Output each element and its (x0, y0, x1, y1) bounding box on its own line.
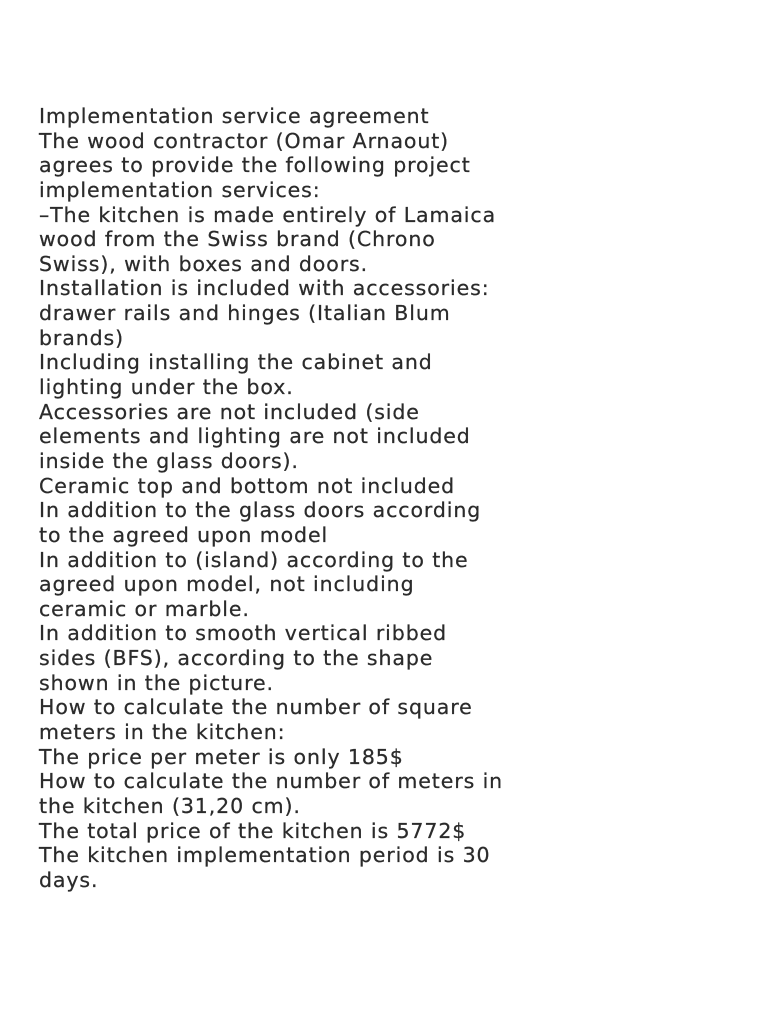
text-line: Accessories are not included (side (39, 399, 420, 424)
text-line: –The kitchen is made entirely of Lamaica (39, 202, 497, 227)
text-line: How to calculate the number of square (39, 695, 473, 720)
text-line: wood from the Swiss brand (Chrono (39, 227, 436, 252)
text-line: Including installing the cabinet and (39, 350, 433, 375)
text-line: implementation services: (39, 177, 321, 202)
text-line: sides (BFS), according to the shape (39, 646, 434, 671)
text-line: meters in the kitchen: (39, 720, 286, 745)
text-line: agrees to provide the following project (39, 153, 471, 178)
text-line: In addition to smooth vertical ribbed (39, 621, 448, 646)
text-line: agreed upon model, not including (39, 572, 415, 597)
price-per-meter-line: The price per meter is only 185$ (39, 744, 404, 769)
text-line: lighting under the box. (39, 375, 294, 400)
text-line: The wood contractor (Omar Arnaout) (39, 128, 450, 153)
text-line: elements and lighting are not included (39, 424, 471, 449)
text-line: inside the glass doors). (39, 448, 299, 473)
total-price-line: The total price of the kitchen is 5772$ (39, 818, 467, 843)
document-title: Implementation service agreement (39, 104, 430, 128)
text-line: In addition to the glass doors according (39, 498, 482, 523)
agreement-document (39, 104, 739, 893)
text-line: In addition to (island) according to the (39, 547, 469, 572)
text-line: Installation is included with accessories: (39, 276, 490, 301)
text-line: Swiss), with boxes and doors. (39, 251, 369, 276)
text-line: How to calculate the number of meters in (39, 769, 504, 794)
text-line: days. (39, 867, 99, 892)
text-line: The kitchen implementation period is 30 (39, 843, 491, 868)
text-line: to the agreed upon model (39, 522, 329, 547)
text-line: drawer rails and hinges (Italian Blum (39, 301, 451, 326)
text-line: ceramic or marble. (39, 596, 250, 621)
text-line: the kitchen (31,20 cm). (39, 793, 301, 818)
text-line: brands) (39, 325, 124, 350)
text-line: shown in the picture. (39, 670, 274, 695)
text-line: Ceramic top and bottom not included (39, 473, 456, 498)
